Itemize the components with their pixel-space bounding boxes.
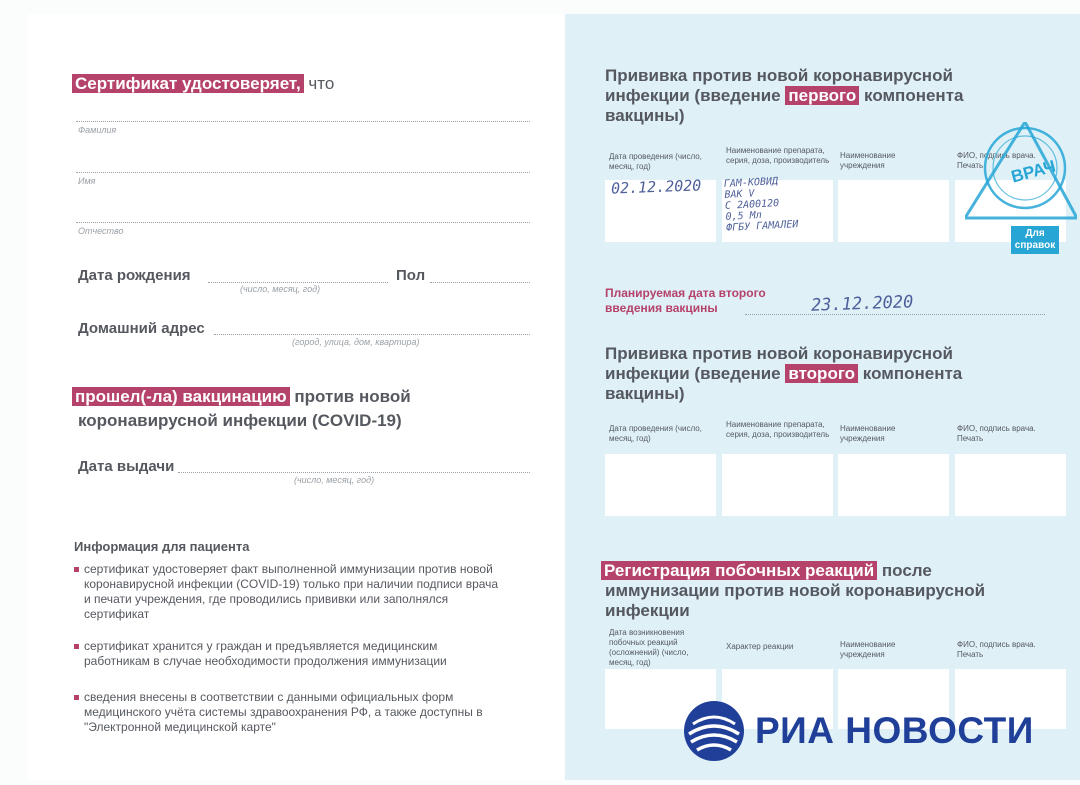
second-dose-heading	[605, 344, 1035, 404]
info-bullet-1-text: сертификат удостоверяет факт выполненной иммунизации против новой коронавирусной инфекции (COVID-19) только при наличии подписи врача и печати учреждения, где проводились прививки или заполнялся сертификат	[84, 562, 499, 621]
dob-hint: (число, месяц, год)	[240, 284, 321, 294]
vaccinated-rest: против новой	[289, 387, 411, 406]
sex-label: Пол	[396, 267, 426, 284]
first-dose-line1: Прививка против новой коронавирусной	[605, 66, 953, 85]
dob-line	[208, 282, 388, 283]
hand-drug-5: ФГБУ ГАМАЛЕИ	[725, 219, 799, 234]
doctor-stamp	[965, 122, 1077, 251]
table3-col-char: Характер реакции	[726, 642, 794, 651]
table2-cell-inst	[838, 454, 949, 516]
table2-col-doc: ФИО, подпись врача. Печать	[957, 424, 1036, 443]
stamp-sub: Для справок	[1011, 226, 1059, 254]
handwritten-first-date: 02.12.2020	[610, 176, 702, 198]
issue-date-hint: (число, месяц, год)	[294, 475, 375, 485]
second-dose-pre: инфекции (введение	[605, 364, 786, 383]
address-line	[214, 334, 530, 335]
table2-cell-drug	[722, 454, 833, 516]
table2-cell-doc	[955, 454, 1066, 516]
left-page	[28, 14, 564, 780]
table1-col-date: Дата проведения (число, месяц, год)	[609, 152, 702, 171]
table1-col-inst: Наименование учреждения	[840, 151, 896, 170]
first-dose-line3: вакцины)	[605, 106, 685, 125]
first-dose-heading	[605, 66, 1035, 126]
ria-novosti-watermark	[683, 700, 1063, 764]
second-dose-line3: вакцины)	[605, 384, 685, 403]
vaccinated-highlight: прошел(-ла) вакцинацию	[72, 387, 290, 406]
table2-col-date: Дата проведения (число, месяц, год)	[609, 424, 702, 443]
right-page	[565, 14, 1080, 780]
first-dose-highlight: первого	[785, 86, 859, 105]
handwritten-vaccine-info	[724, 175, 799, 234]
ria-brand-text: РИА НОВОСТИ	[755, 710, 1034, 751]
planned-date-label	[605, 286, 766, 316]
hand-drug-3: С 2А00120	[724, 198, 780, 212]
dob-label: Дата рождения	[78, 267, 191, 284]
second-dose-highlight: второго	[785, 364, 858, 383]
address-label: Домашний адрес	[78, 320, 205, 337]
hand-drug-4: 0,5 Мл	[725, 209, 762, 223]
table3-col-date: Дата возникновения побочных реакций (осложнений) (число, месяц, год)	[609, 628, 689, 667]
address-hint: (город, улица, дом, квартира)	[292, 337, 420, 347]
bullet-marker	[74, 567, 79, 572]
sex-line	[430, 282, 530, 283]
info-bullet-3-text: сведения внесены в соответствии с данными официальных форм медицинского учёта системы здравоохранения РФ, а также доступны в "Электронной медицинской карте"	[84, 690, 483, 734]
patronymic-label: Отчество	[78, 226, 124, 236]
bullet-marker	[74, 695, 79, 700]
side-effects-highlight: Регистрация побочных реакций	[601, 561, 877, 580]
table2-col-inst: Наименование учреждения	[840, 424, 896, 443]
surname-line	[76, 121, 530, 122]
first-dose-pre: инфекции (введение	[605, 86, 786, 105]
info-bullet-3	[84, 690, 534, 735]
ria-logo-icon	[683, 700, 745, 762]
name-line	[76, 172, 530, 173]
side-effects-line1	[601, 561, 1061, 581]
table1-col-drug: Наименование препарата, серия, доза, производитель	[726, 146, 830, 165]
table3-col-inst: Наименование учреждения	[840, 640, 896, 659]
certificate-title-highlight: Сертификат удостоверяет,	[72, 74, 304, 93]
info-bullet-2-text: сертификат хранится у граждан и предъявляется медицинским работникам в случае необходимости продолжения иммунизации	[84, 639, 447, 668]
table2-cell-date	[605, 454, 716, 516]
table3-col-doc: ФИО, подпись врача. Печать	[957, 640, 1036, 659]
handwritten-second-date: 23.12.2020	[810, 292, 914, 316]
side-effects-post: после	[877, 561, 932, 580]
planned-line1: Планируемая дата второго	[605, 286, 766, 300]
bullet-marker	[74, 644, 79, 649]
hand-drug-1: ГАМ-КОВИД	[723, 176, 779, 190]
planned-date-line	[745, 314, 1045, 315]
patronymic-line	[76, 222, 530, 223]
stamp-text: ВРАЧ	[1009, 156, 1058, 187]
surname-label: Фамилия	[78, 125, 117, 135]
side-effects-line2: иммунизации против новой коронавирусной	[605, 581, 986, 600]
info-bullet-1	[84, 562, 504, 622]
issue-date-label: Дата выдачи	[78, 458, 175, 475]
second-dose-post: компонента	[858, 364, 963, 383]
second-dose-line1: Прививка против новой коронавирусной	[605, 344, 953, 363]
second-dose-line2	[605, 364, 1035, 384]
planned-line2: введения вакцины	[605, 301, 718, 315]
vaccinated-statement	[72, 385, 411, 433]
hand-drug-2: ВАК V	[724, 188, 755, 201]
name-label: Имя	[78, 176, 96, 186]
table1-col-doc: ФИО, подпись врача. Печать	[957, 151, 1036, 170]
table2-col-drug: Наименование препарата, серия, доза, производитель	[726, 420, 830, 439]
certificate-title-rest: что	[303, 74, 335, 93]
side-effects-heading	[601, 561, 1061, 621]
table1-cell-inst	[838, 180, 949, 242]
side-effects-line3: инфекции	[605, 601, 690, 620]
patient-info-title: Информация для пациента	[74, 539, 250, 554]
first-dose-line2	[605, 86, 1035, 106]
issue-date-line	[178, 472, 530, 473]
vaccinated-line2: коронавирусной инфекции (COVID-19)	[78, 411, 402, 430]
first-dose-post: компонента	[859, 86, 964, 105]
info-bullet-2	[84, 639, 504, 669]
certificate-title	[72, 74, 334, 94]
